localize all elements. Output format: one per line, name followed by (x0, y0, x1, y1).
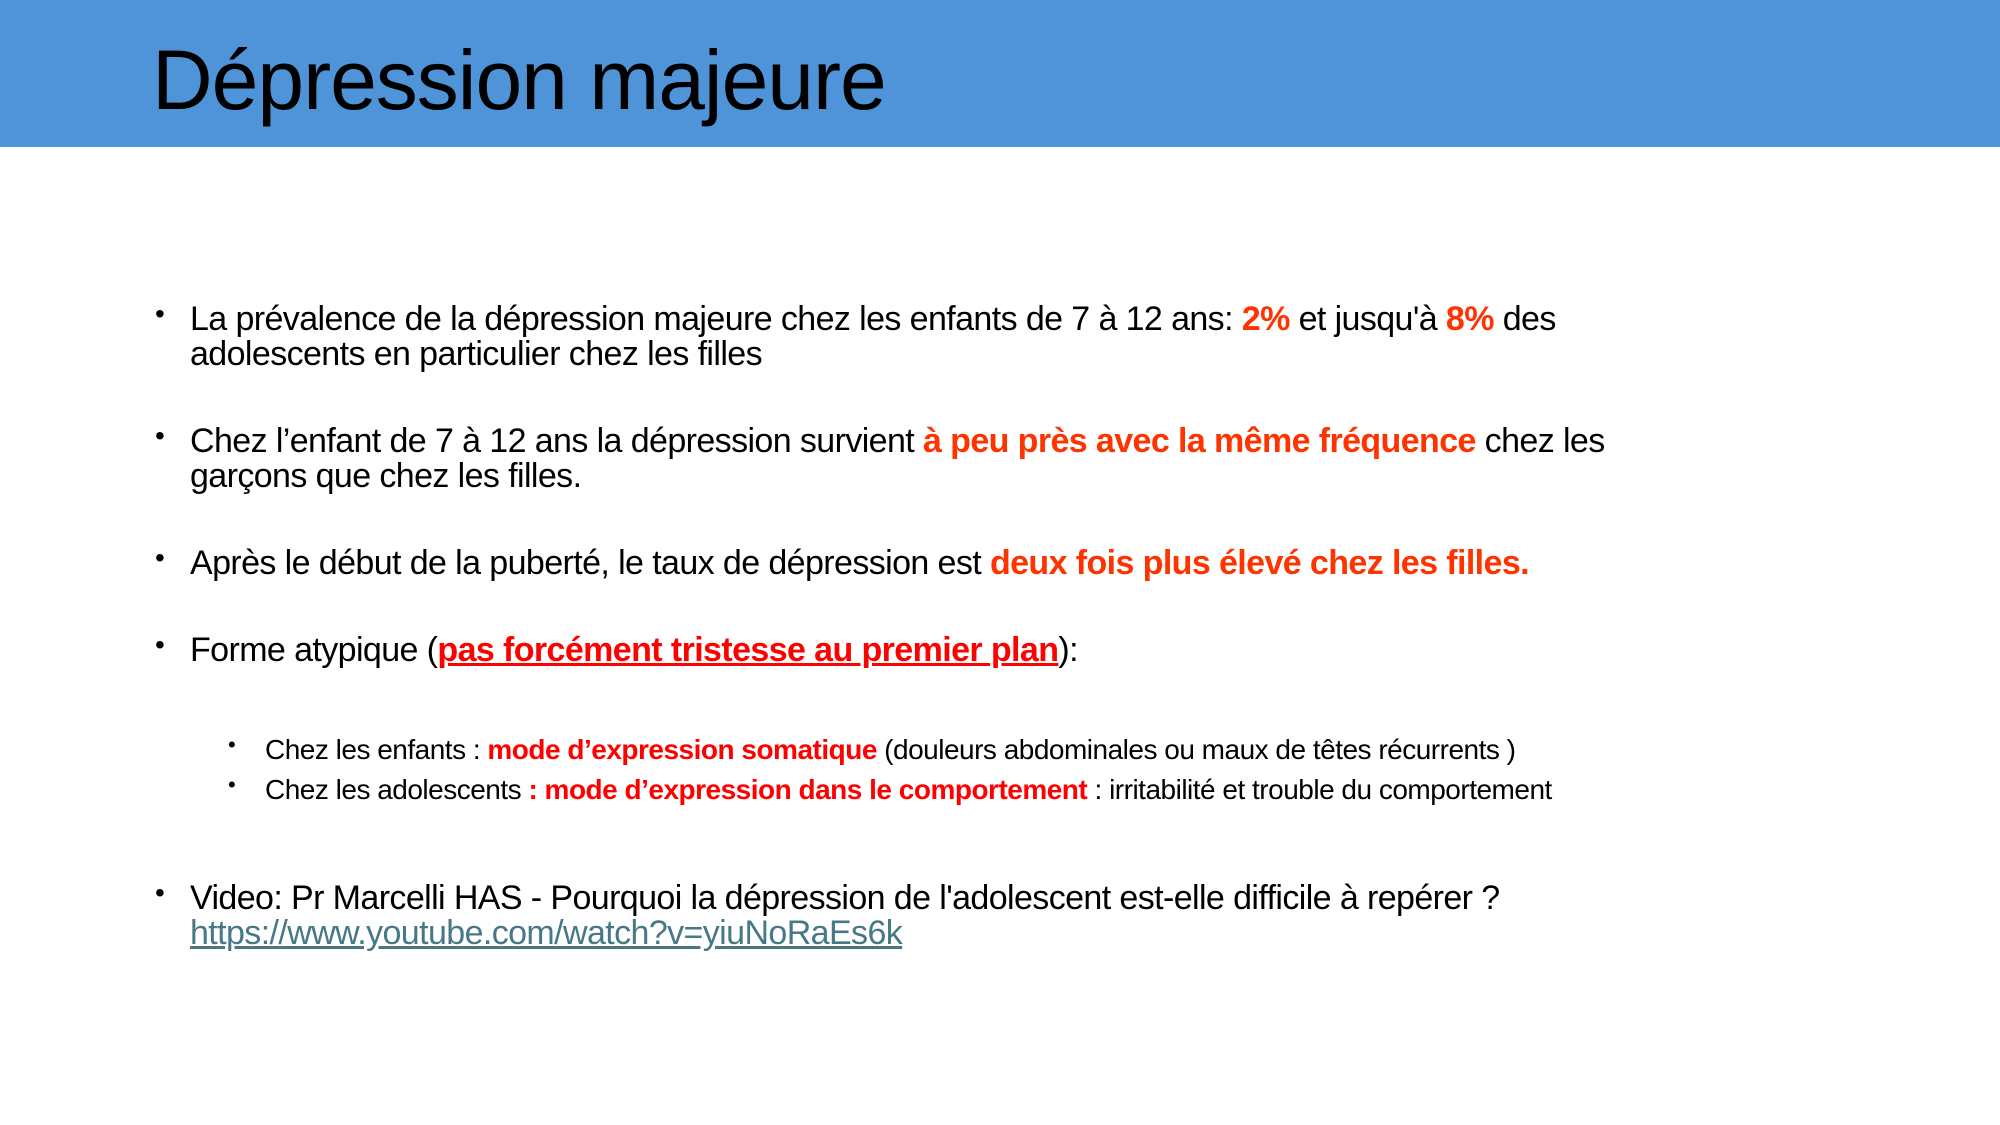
bullet-2-line-1: Chez l’enfant de 7 à 12 ans la dépression survient à peu près avec la même fréquence chez les (190, 422, 1605, 460)
bullet-5-line-1: Video: Pr Marcelli HAS - Pourquoi la dépression de l'adolescent est-elle difficile à repérer ? (190, 879, 1500, 917)
bullet-2-line-2: garçons que chez les filles. (190, 457, 582, 495)
sub-bullet-2: Chez les adolescents : mode d’expression dans le comportement : irritabilité et trouble du comportement (265, 774, 1552, 805)
bullet-icon: • (155, 542, 165, 573)
bullet-1-line-1: La prévalence de la dépression majeure chez les enfants de 7 à 12 ans: 2% et jusqu'à 8% des (190, 300, 1556, 338)
sub-bullet-icon: • (228, 732, 236, 757)
sub-bullet-icon: • (228, 772, 236, 797)
bullet-icon: • (155, 420, 165, 451)
bullet-1-line-2: adolescents en particulier chez les filles (190, 335, 762, 373)
bullet-icon: • (155, 877, 165, 908)
bullet-4: Forme atypique (pas forcément tristesse au premier plan): (190, 631, 1078, 669)
bullet-icon: • (155, 298, 165, 329)
bullet-icon: • (155, 629, 165, 660)
bullet-3: Après le début de la puberté, le taux de dépression est deux fois plus élevé chez les filles. (190, 544, 1529, 582)
sub-bullet-1: Chez les enfants : mode d’expression somatique (douleurs abdominales ou maux de têtes récurrents ) (265, 734, 1516, 765)
video-link[interactable]: https://www.youtube.com/watch?v=yiuNoRaEs6k (190, 914, 903, 952)
title-bar (0, 0, 2000, 147)
slide-title: Dépression majeure (152, 33, 886, 127)
